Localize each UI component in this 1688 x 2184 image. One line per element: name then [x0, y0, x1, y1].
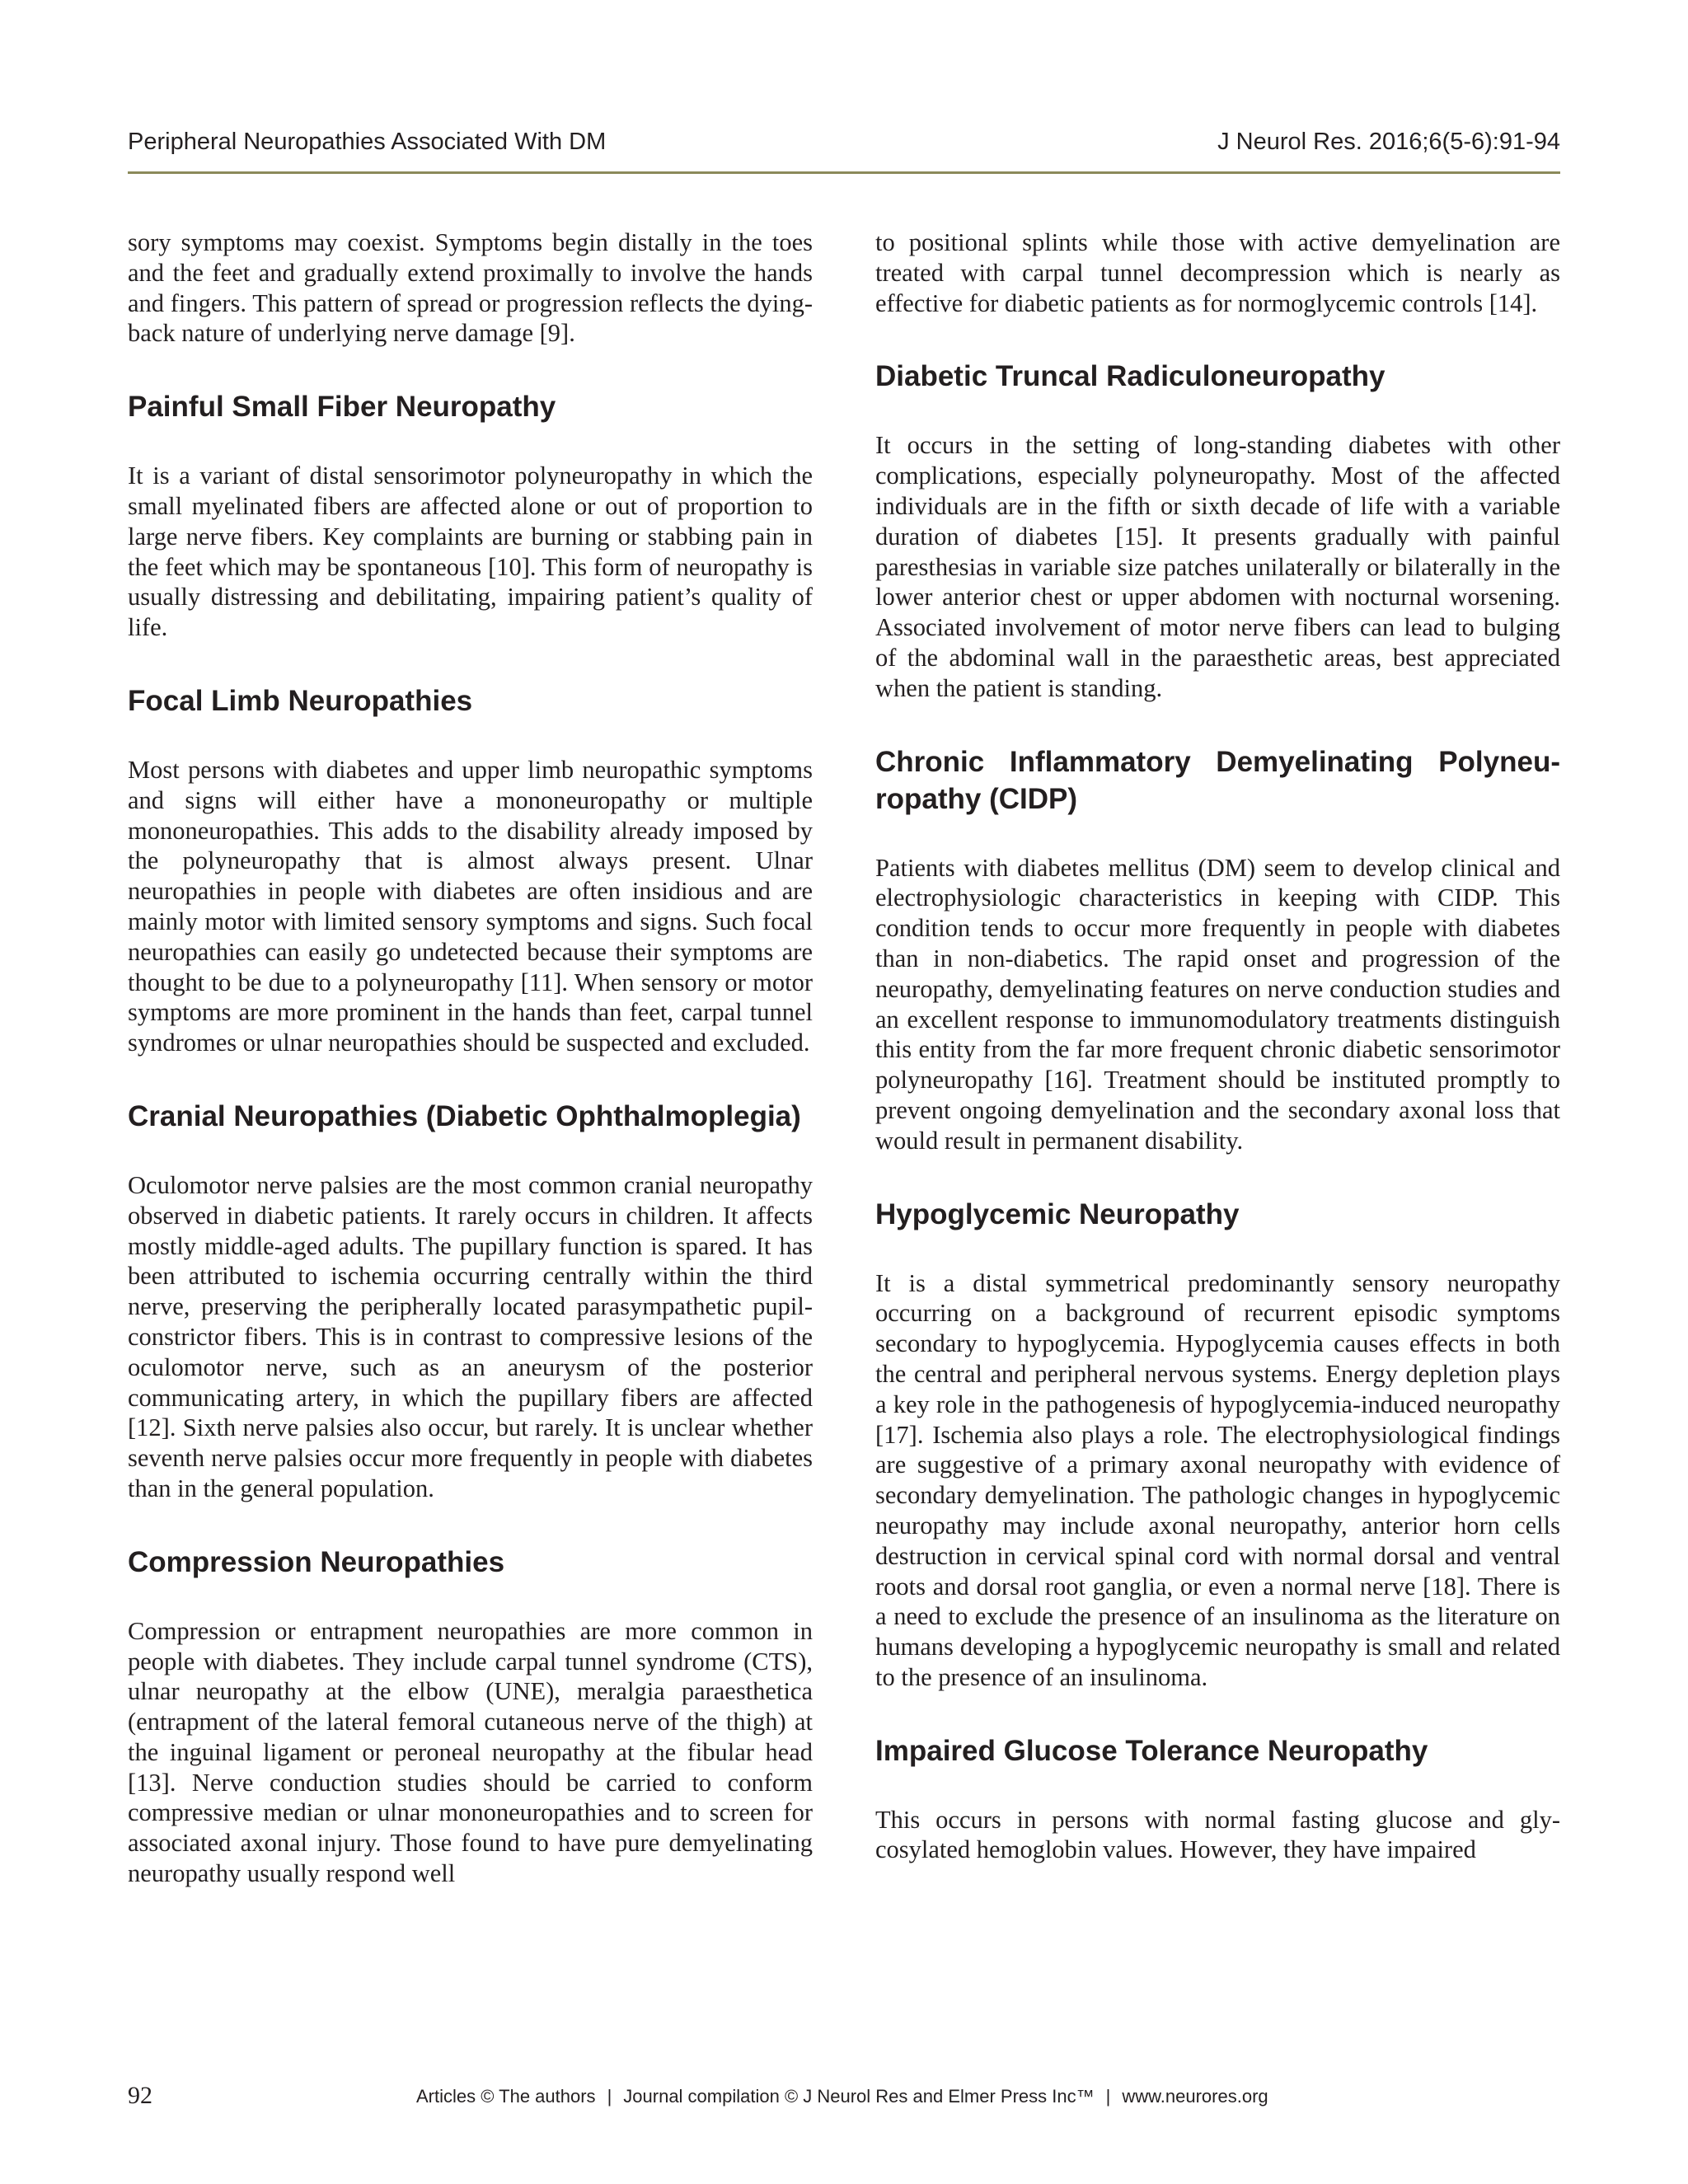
- paragraph-continued-right: to positional splints while those with active demyelination are treated with carpal tunnel decompression which is nearly as effective for diabetic patients as for normoglycemic controls [14].: [875, 228, 1560, 317]
- running-head-citation: J Neurol Res. 2016;6(5-6):91-94: [1217, 129, 1560, 155]
- section-heading-focal-limb: Focal Limb Neuropathies: [128, 684, 473, 717]
- footer-url[interactable]: www.neurores.org: [1122, 2086, 1268, 2107]
- right-column: [875, 227, 1560, 1865]
- section-heading-cidp: Chronic Inflammatory Demyelinating Polyneuropathy (CIDP): [875, 745, 1560, 815]
- left-column: [128, 227, 813, 1889]
- paragraph-painful-small-fiber: It is a variant of distal sensorimotor polyneuropathy in which the small myelinated fibers are affected alone or out of proportion to large nerve fibers. Key complaints are burning or stabbing pain in the feet which may be spontaneous [10]. This form of neuropathy is usually distressing and debilitating, impairing patient’s quality of life.: [128, 462, 813, 642]
- section-heading-truncal: Diabetic Truncal Radiculoneuropathy: [875, 360, 1386, 393]
- paragraph-compression: Compression or entrapment neuropathies are more common in people with diabetes. They include carpal tunnel syndrome (CTS), ulnar neuropathy at the elbow (UNE), meralgia paraesthetica (entrapment of the lateral femoral cutaneous nerve of the thigh) at the inguinal ligament or peroneal neuropathy at the fibular head [13]. Nerve conduction studies should be carried to conform compressive median or ulnar mononeuropathies and to screen for associated axonal injury. Those found to have pure demyelinating neuropathy usually respond well: [128, 1616, 813, 1888]
- section-heading-compression: Compression Neuropathies: [128, 1545, 505, 1578]
- section-heading-cranial: Cranial Neuropathies (Diabetic Ophthalmoplegia): [128, 1099, 801, 1132]
- paragraph-hypoglycemic: It is a distal symmetrical predominantly sensory neuropathy occurring on a background of recurrent episodic symptoms secondary to hypoglycemia. Hypoglycemia causes effects in both the central and peripheral nervous systems. Energy depletion plays a key role in the pathogenesis of hypoglycemia-induced neuropathy [17]. Ischemia also plays a role. The electrophysiological findings are suggestive of a primary axonal neuropathy with evidence of secondary demyelination. The pathologic changes in hypoglycemic neuropathy may include axonal neuropathy, anterior horn cells destruction in cervical spinal cord with normal dorsal and ventral roots and dorsal root ganglia, or even a normal nerve [18]. There is a need to exclude the presence of an insulinoma as the literature on humans developing a hypoglycemic neuropathy is small and related to the presence of an insulinoma.: [875, 1268, 1560, 1691]
- footer: [416, 2086, 1268, 2107]
- paragraph-impaired-glucose: This occurs in persons with normal fasting glucose and glycosylated hemoglobin values. However, they have impaired: [875, 1805, 1560, 1864]
- section-heading-hypoglycemic: Hypoglycemic Neuropathy: [875, 1197, 1240, 1230]
- footer-separator: |: [607, 2086, 612, 2107]
- footer-copyright: Articles © The authors: [416, 2086, 596, 2107]
- paragraph-truncal: It occurs in the setting of long-standing diabetes with other complications, especially polyneuropathy. Most of the affected individuals are in the fifth or sixth decade of life with a variable duration of diabetes [15]. It presents gradually with painful paresthesias in variable size patches unilaterally or bilaterally in the lower anterior chest or upper abdomen with nocturnal worsening. Associated involvement of motor nerve fibers can lead to bulging of the abdominal wall in the paraesthetic areas, best appreciated when the patient is standing.: [875, 431, 1560, 702]
- page-number: 92: [128, 2082, 152, 2109]
- paragraph-cranial: Oculomotor nerve palsies are the most common cranial neuropathy observed in diabetic patients. It rarely occurs in children. It affects mostly middle-aged adults. The pupillary function is spared. It has been attributed to ischemia occurring centrally within the third nerve, preserving the peripherally located parasympathetic pupil-constrictor fibers. This is in contrast to compressive lesions of the oculomotor nerve, such as an aneurysm of the posterior communicating artery, in which the pupillary fibers are affected [12]. Sixth nerve palsies also occur, but rarely. It is unclear whether seventh nerve palsies occur more frequently in people with diabetes than in the general population.: [128, 1170, 813, 1502]
- paragraph-focal-limb: Most persons with diabetes and upper limb neuropathic symptoms and signs will either have a mononeuropathy or multiple mononeuropathies. This adds to the disability already imposed by the polyneuropathy that is almost always present. Ulnar neuropathies in people with diabetes are often insidious and are mainly motor with limited sensory symptoms and signs. Such focal neuropathies can easily go undetected because their symptoms are thought to be due to a polyneuropathy [11]. When sensory or motor symptoms are more prominent in the hands than feet, carpal tunnel syndromes or ulnar neuropathies should be suspected and excluded.: [128, 755, 813, 1057]
- paragraph-cidp: Patients with diabetes mellitus (DM) seem to develop clinical and electrophysiologic characteristics in keeping with CIDP. This condition tends to occur more frequently in people with diabetes than in non-diabetics. The rapid onset and progression of the neuropathy, demyelinating features on nerve conduction studies and an excellent response to immunomodulatory treatments distinguish this entity from the far more frequent chronic diabetic sensorimotor polyneuropathy [16]. Treatment should be instituted promptly to prevent ongoing demyelination and the secondary axonal loss that would result in permanent disability.: [875, 853, 1560, 1155]
- section-heading-painful-small-fiber: Painful Small Fiber Neuropathy: [128, 391, 556, 424]
- footer-compilation: Journal compilation © J Neurol Res and Elmer Press Inc™: [623, 2086, 1095, 2107]
- section-heading-impaired-glucose: Impaired Glucose Tolerance Neuropathy: [875, 1734, 1428, 1767]
- header-rule: [128, 171, 1560, 174]
- paragraph-continued: sory symptoms may coexist. Symptoms begin distally in the toes and the feet and gradually extend proximally to involve the hands and fingers. This pattern of spread or progression reflects the dying-back nature of underlying nerve damage [9].: [128, 228, 813, 348]
- running-head-title: Peripheral Neuropathies Associated With DM: [128, 129, 607, 155]
- footer-separator: |: [1105, 2086, 1111, 2107]
